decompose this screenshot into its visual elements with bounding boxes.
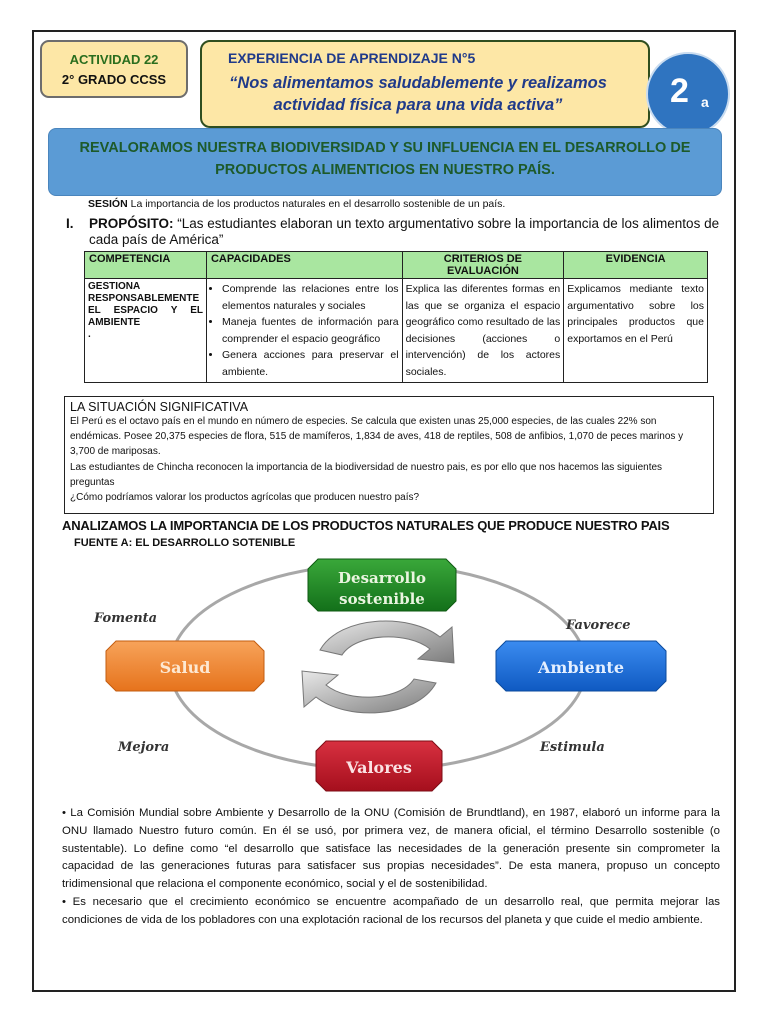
competencia-extra: . xyxy=(88,329,91,340)
competencia-text: GESTIONA RESPONSABLEMENTE EL ESPACIO Y EL AMBIENTE xyxy=(88,281,203,328)
topic-banner: REVALORAMOS NUESTRA BIODIVERSIDAD Y SU INFLUENCIA EN EL DESARROLLO DE PRODUCTOS ALIMENTICIOS EN NUESTRO PAÍS. xyxy=(48,128,722,196)
session-line xyxy=(88,198,505,210)
body-text xyxy=(62,805,720,930)
purpose-number: I. xyxy=(66,216,74,231)
situation-question: ¿Cómo podríamos valorar los productos agrícolas que producen nuestro país? xyxy=(70,492,420,504)
sustainable-development-diagram xyxy=(80,555,680,800)
capacidad-item: • Genera acciones para preservar el ambiente. xyxy=(222,347,399,380)
cell-capacidades xyxy=(206,279,402,383)
cycle-arrow-top xyxy=(320,621,454,663)
cell-competencia xyxy=(85,279,207,383)
cycle-arrow-bottom xyxy=(302,671,436,713)
session-text: La importancia de los productos naturales en el desarrollo sostenible de un país. xyxy=(127,198,506,210)
activity-grade: 2° GRADO CCSS xyxy=(61,72,167,87)
grade-circle-badge xyxy=(646,52,730,136)
label-estimula: Estimula xyxy=(540,740,605,755)
header-evidencia: EVIDENCIA xyxy=(564,252,708,279)
header-competencia: COMPETENCIA xyxy=(85,252,207,279)
node-desarrollo-line2: sostenible xyxy=(339,590,425,608)
body-paragraph: • Es necesario que el crecimiento económico se encuentre acompañado de un desarrollo real, que permita mejorar las condiciones de vida de los pobladores con una explotación racional de los recursos del planeta y que cuide el medio ambiente. xyxy=(62,895,720,926)
situation-heading: LA SITUACIÓN SIGNIFICATIVA xyxy=(70,400,249,414)
table-row xyxy=(85,279,708,383)
competency-table xyxy=(84,251,708,383)
experience-subtitle: “Nos alimentamos saludablemente y realizamos actividad física para una vida activa” xyxy=(229,74,607,114)
header-criterios: CRITERIOS DE EVALUACIÓN xyxy=(402,252,564,279)
source-title: FUENTE A: EL DESARROLLO SOTENIBLE xyxy=(74,537,296,549)
cell-evidencia: Explicamos mediante texto argumentativo sobre los principales productos que exportamos en el Perú xyxy=(564,279,708,383)
header-capacidades: CAPACIDADES xyxy=(206,252,402,279)
activity-title: ACTIVIDAD 22 xyxy=(69,52,159,67)
situation-paragraph: Las estudiantes de Chincha reconocen la importancia de la biodiversidad de nuestro pais, es por ello que nos hacemos las siguientes preguntas xyxy=(70,461,663,488)
body-paragraph: • La Comisión Mundial sobre Ambiente y Desarrollo de la ONU (Comisión de Brundtland), en 1987, elaboró un informe para la ONU llamado Nuestro futuro común. En él se usó, por primera vez, de manera oficial, el término Desarrollo sostenible (o sustentable). Lo define como “el desarrollo que satisface las necesidades de la generación presente sin comprometer la capacidad de las generaciones futuras para satisfacer sus propias necesidades”. De esta manera, propuso un concepto tridimensional que relaciona el componente económico, social y el de sostenibilidad. xyxy=(62,807,720,891)
purpose-text: “Las estudiantes elaboran un texto argumentativo sobre la importancia de los alimentos de cada país de América” xyxy=(89,216,720,247)
capacidad-item: • Maneja fuentes de información para comprender el espacio geográfico xyxy=(222,314,399,347)
node-desarrollo-line1: Desarrollo xyxy=(338,569,426,587)
node-valores-label: Valores xyxy=(346,758,412,777)
table-header-row xyxy=(85,252,708,279)
experience-box xyxy=(200,40,650,128)
label-mejora: Mejora xyxy=(118,740,170,755)
cell-criterios: Explica las diferentes formas en las que se organiza el espacio geográfico como resultado de las decisiones (acciones o intervención) de los actores sociales. xyxy=(402,279,564,383)
node-ambiente-label: Ambiente xyxy=(538,658,624,677)
experience-title: EXPERIENCIA DE APRENDIZAJE N°5 xyxy=(228,50,476,66)
node-salud-label: Salud xyxy=(159,658,211,677)
capacidad-item: • Comprende las relaciones entre los elementos naturales y sociales xyxy=(222,281,399,314)
situation-box xyxy=(64,396,714,514)
activity-badge xyxy=(40,40,188,98)
label-fomenta: Fomenta xyxy=(94,611,158,626)
grade-number: 2 xyxy=(670,72,689,110)
analysis-title: ANALIZAMOS LA IMPORTANCIA DE LOS PRODUCTOS NATURALES QUE PRODUCE NUESTRO PAIS xyxy=(62,518,670,533)
label-favorece: Favorece xyxy=(566,618,631,633)
situation-paragraph: El Perú es el octavo país en el mundo en número de especies. Se calcula que existen unas 25,000 especies, de las cuales 22% son endémicas. Posee 20,375 especies de flora, 515 de mamíferos, 1,834 de aves, 418 de reptiles, 508 de anfibios, 1,070 de peces marinos y 3,700 de mariposas. xyxy=(70,416,684,458)
session-label: SESIÓN xyxy=(88,198,128,210)
grade-letter: a xyxy=(701,94,709,110)
purpose-label: PROPÓSITO: xyxy=(89,216,174,231)
